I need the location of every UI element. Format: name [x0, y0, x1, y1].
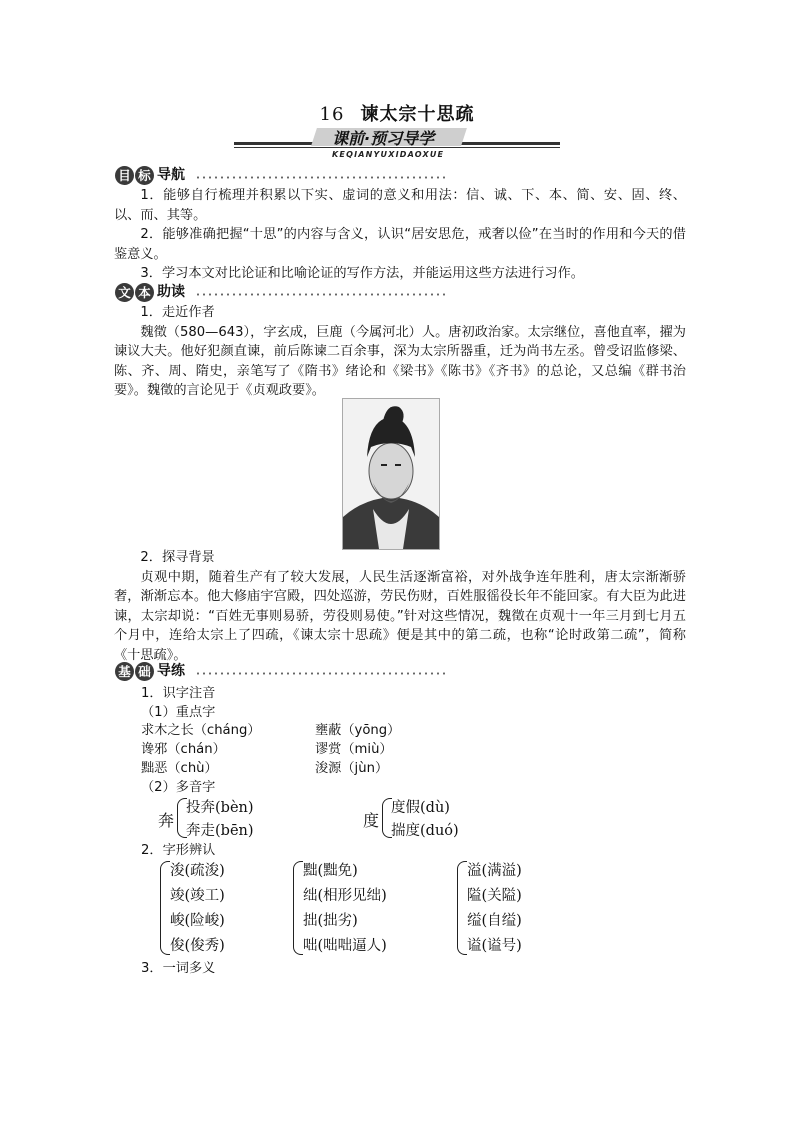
subheading-shapes: 2．字形辨认: [141, 843, 216, 858]
key-char-item: 壅蔽（yōng）: [315, 723, 401, 738]
polyphonic-item: 投奔(bèn): [186, 800, 254, 816]
shape-item: 绌(相形见绌): [303, 888, 387, 904]
shape-item: 谥(谥号): [467, 938, 522, 954]
section-banner: [234, 128, 560, 159]
polyphonic-group: [158, 796, 278, 842]
polyphonic-char: 奔: [158, 811, 175, 830]
heading-badge: 目: [115, 166, 134, 185]
heading-badge: 本: [135, 283, 154, 302]
subheading-polysemy: 3．一词多义: [141, 961, 216, 976]
key-char-item: 谗邪（chán）: [141, 742, 226, 757]
shape-group: [293, 859, 433, 959]
subheading-polyphonic: （2）多音字: [141, 780, 216, 795]
subheading-pronunciation: 1．识字注音: [141, 686, 216, 701]
polyphonic-group: [363, 796, 483, 842]
goal-item: 3．学习本文对比论证和比喻论证的写作方法，并能运用这些方法进行习作。: [140, 266, 584, 281]
shape-item: 咄(咄咄逼人): [303, 938, 387, 954]
background-paragraph: 贞观中期，随着生产有了较大发展，人民生活逐渐富裕，对外战争连年胜利，唐太宗渐渐骄奢，渐渐忘本。他大修庙宇宫殿，四处巡游，劳民伤财，百姓服徭役长年不能回家。有大臣为此进谏，太宗却说：“百姓无事则易骄，劳役则易使。”针对这些情况，魏徵在贞观十一年三月到七月五个月中，连给太宗上了四疏，《谏太宗十思疏》便是其中的第二疏，也称“论时政第二疏”，简称《十思疏》。: [114, 569, 686, 663]
shape-group: [160, 859, 280, 959]
section-heading-reading: [115, 283, 455, 303]
author-paragraph: 魏徵（580—643），字玄成，巨鹿（今属河北）人。唐初政治家。太宗继位，喜他直率，擢为谏议大夫。他好犯颜直谏，前后陈谏二百余事，深为太宗所器重，迁为尚书左丞。曾受诏监修梁、陈、齐、周、隋史，亲笔写了《隋书》绪论和《梁书》《陈书》《齐书》的总论，又总编《群书治要》。魏徵的言论见于《贞观政要》。: [114, 324, 686, 398]
shape-item: 俊(俊秀): [170, 938, 225, 954]
section-heading-practice: [115, 662, 455, 682]
heading-text: 导练: [157, 663, 185, 679]
heading-badge: 基: [115, 662, 134, 681]
shape-item: 峻(险峻): [170, 913, 225, 929]
heading-dots: [195, 293, 445, 296]
shape-item: 隘(关隘): [467, 888, 522, 904]
polyphonic-item: 度假(dù): [391, 800, 450, 816]
section-heading-goals: [115, 166, 455, 186]
shape-item: 竣(竣工): [170, 888, 225, 904]
shape-group: [457, 859, 577, 959]
shape-item: 溢(满溢): [467, 863, 522, 879]
polyphonic-item: 奔走(bēn): [186, 823, 254, 839]
key-char-item: 谬赏（miù）: [315, 742, 393, 757]
subheading-background: 2．探寻背景: [140, 550, 215, 565]
brace: [160, 861, 170, 955]
subheading-key-chars: （1）重点字: [141, 705, 216, 720]
banner-label: 课前·预习导学: [332, 129, 435, 148]
brace: [293, 861, 303, 955]
heading-badge: 文: [115, 283, 134, 302]
heading-dots: [195, 672, 445, 675]
lesson-number: 16: [319, 104, 345, 125]
key-char-item: 黜恶（chù）: [141, 761, 218, 776]
heading-badge: 础: [135, 662, 154, 681]
page-title: [0, 100, 794, 126]
heading-dots: [195, 176, 445, 179]
portrait-illustration: [343, 399, 439, 549]
author-block: [114, 303, 686, 401]
heading-badge: 标: [135, 166, 154, 185]
key-char-item: 求木之长（cháng）: [141, 723, 261, 738]
goal-item: 1．能够自行梳理并积累以下实、虚词的意义和用法：信、诚、下、本、简、安、固、终、以、而、其等。: [114, 188, 686, 223]
heading-text: 助读: [157, 284, 185, 300]
brace: [457, 861, 467, 955]
key-char-item: 浚源（jùn）: [315, 761, 389, 776]
shape-item: 拙(拙劣): [303, 913, 358, 929]
background-block: [114, 548, 686, 665]
banner-pinyin: KEQIANYUXIDAOXUE: [332, 150, 445, 159]
goals-list: [114, 186, 686, 284]
lesson-title: 谏太宗十思疏: [360, 104, 475, 125]
shape-item: 浚(疏浚): [170, 863, 225, 879]
polyphonic-char: 度: [363, 811, 380, 830]
goal-item: 2．能够准确把握“十思”的内容与含义，认识“居安思危，戒奢以俭”在当时的作用和今天的借鉴意义。: [114, 227, 686, 262]
portrait-image: [342, 398, 440, 550]
shape-item: 缢(自缢): [467, 913, 522, 929]
polyphonic-item: 揣度(duó): [391, 823, 459, 839]
heading-text: 导航: [157, 167, 185, 183]
shape-item: 黜(黜免): [303, 863, 358, 879]
subheading-author: 1．走近作者: [140, 305, 215, 320]
